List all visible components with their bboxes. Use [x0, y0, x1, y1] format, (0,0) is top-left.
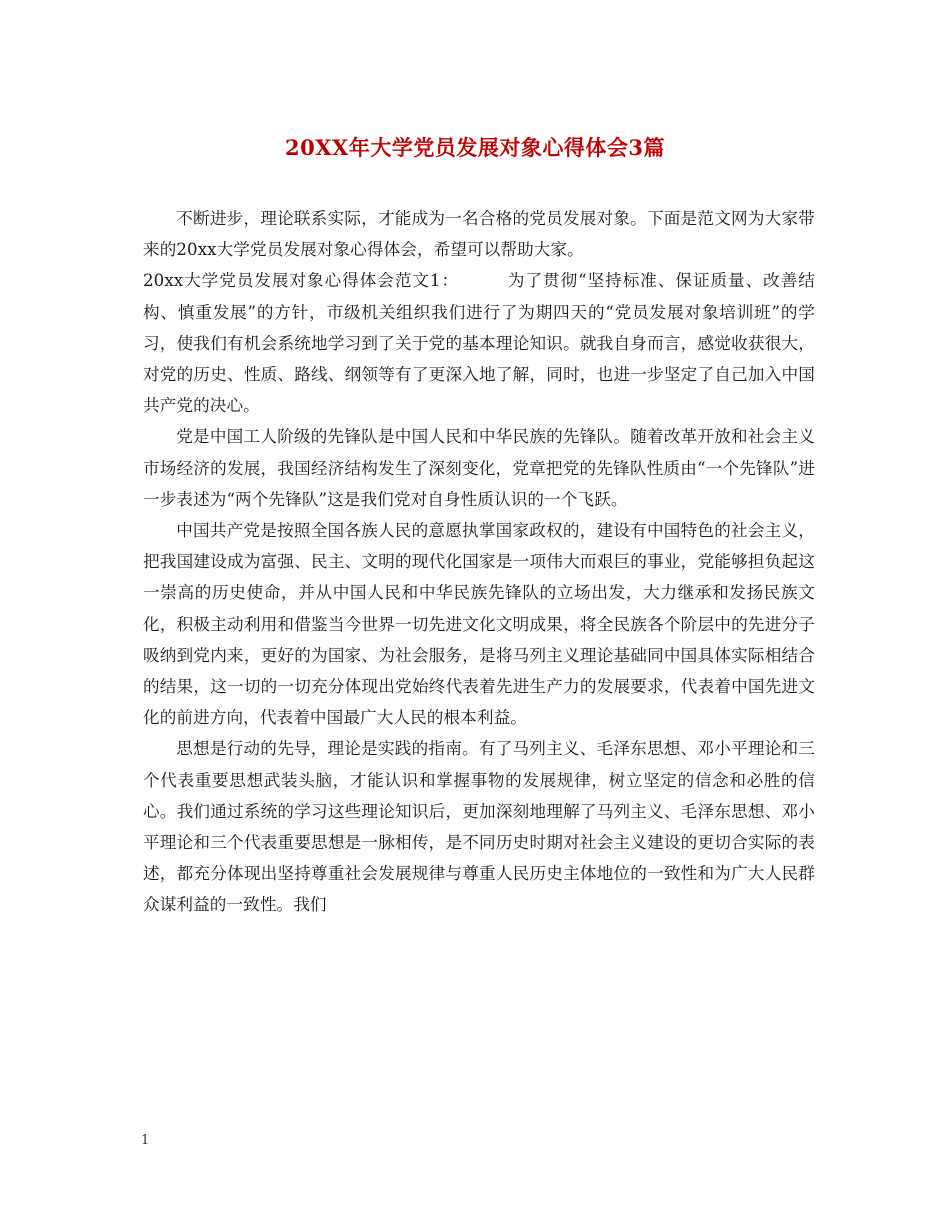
section-label: 20xx大学党员发展对象心得体会范文1：: [143, 271, 460, 291]
document-body: [143, 203, 815, 921]
page-number: 1: [141, 1133, 150, 1148]
body-paragraph-1: 党是中国工人阶级的先锋队是中国人民和中华民族的先锋队。随着改革开放和社会主义市场经济的发展，我国经济结构发生了深刻变化，党章把党的先锋队性质由“一个先锋队”进一步表述为“两个先锋队”这是我们党对自身性质认识的一个飞跃。: [143, 427, 815, 509]
intro-paragraph: 不断进步，理论联系实际，才能成为一名合格的党员发展对象。下面是范文网为大家带来的20xx大学党员发展对象心得体会，希望可以帮助大家。: [143, 209, 815, 260]
document-title: 20XX年大学党员发展对象心得体会3篇: [285, 135, 665, 160]
section-text: 为了贯彻“坚持标准、保证质量、改善结构、慎重发展”的方针，市级机关组织我们进行了为期四天的“党员发展对象培训班”的学习，使我们有机会系统地学习到了关于党的基本理论知识。就我自身而言，感觉收获很大，对党的历史、性质、路线、纲领等有了更深入地了解，同时，也进一步坚定了自己加入中国共产党的决心。: [143, 271, 815, 416]
section-paragraph: [143, 265, 815, 421]
body-paragraph-3: 思想是行动的先导，理论是实践的指南。有了马列主义、毛泽东思想、邓小平理论和三个代表重要思想武装头脑，才能认识和掌握事物的发展规律，树立坚定的信念和必胜的信心。我们通过系统的学习这些理论知识后，更加深刻地理解了马列主义、毛泽东思想、邓小平理论和三个代表重要思想是一脉相传，是不同历史时期对社会主义建设的更切合实际的表述，都充分体现出坚持尊重社会发展规律与尊重人民历史主体地位的一致性和为广大人民群众谋利益的一致性。我们: [143, 739, 815, 915]
body-paragraph-2: 中国共产党是按照全国各族人民的意愿执掌国家政权的，建设有中国特色的社会主义，把我国建设成为富强、民主、文明的现代化国家是一项伟大而艰巨的事业，党能够担负起这一崇高的历史使命，并从中国人民和中华民族先锋队的立场出发，大力继承和发扬民族文化，积极主动利用和借鉴当今世界一切先进文化文明成果，将全民族各个阶层中的先进分子吸纳到党内来，更好的为国家、为社会服务，是将马列主义理论基础同中国具体实际相结合的结果，这一切的一切充分体现出党始终代表着先进生产力的发展要求，代表着中国先进文化的前进方向，代表着中国最广大人民的根本利益。: [143, 521, 815, 728]
